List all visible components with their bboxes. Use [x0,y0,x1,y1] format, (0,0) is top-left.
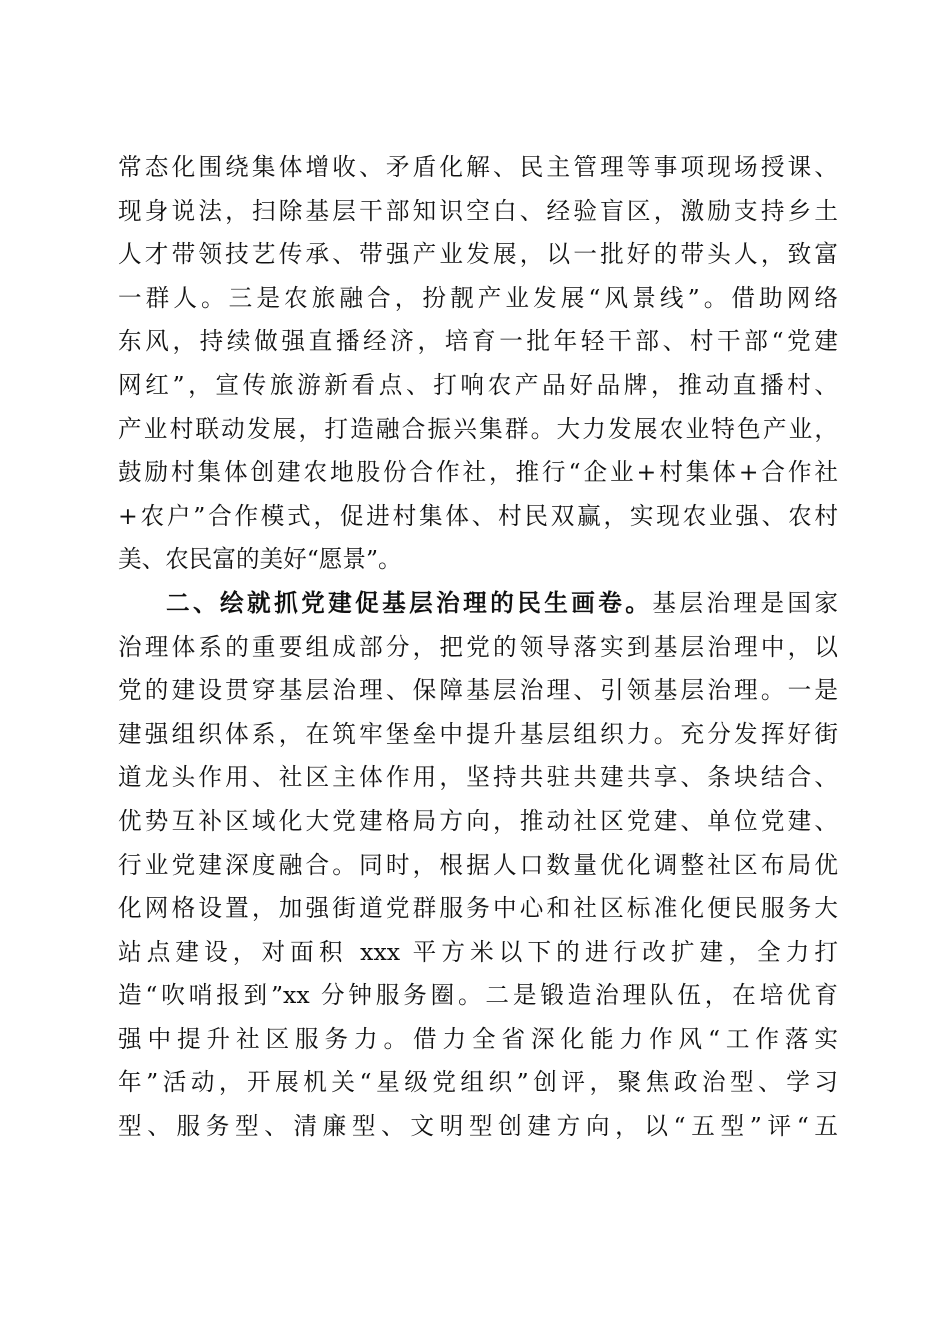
paragraph-line: 一群人。三是农旅融合，扮靓产业发展“风景线”。借助网络 [118,283,838,312]
paragraph-line: 常态化围绕集体增收、矛盾化解、民主管理等事项现场授课、 [118,153,838,181]
paragraph-line: 化网格设置，加强街道党群服务中心和社区标准化便民服务大 [118,894,838,923]
paragraph-line: 建强组织体系，在筑牢堡垒中提升基层组织力。充分发挥好街 [118,719,838,748]
section-heading: 二、绘就抓党建促基层治理的民生画卷。 [166,588,653,617]
paragraph-line: 美、农民富的美好“愿景”。 [118,545,402,574]
paragraph-line: 东风，持续做强直播经济，培育一批年轻干部、村干部“党建 [118,327,838,356]
paragraph-line: 产业村联动发展，打造融合振兴集群。大力发展农业特色产业， [118,414,838,443]
paragraph-line: 道龙头作用、社区主体作用，坚持共驻共建共享、条块结合、 [118,763,838,792]
paragraph-line: 网红”，宣传旅游新看点、打响农产品好品牌，推动直播村、 [118,370,838,399]
section-heading-rest: 基层治理是国家 [652,588,838,617]
paragraph-line: +农户”合作模式，促进村集体、村民双赢，实现农业强、农村 [118,501,838,530]
paragraph-line: 造“吹哨报到”xx 分钟服务圈。二是锻造治理队伍，在培优育 [118,981,838,1010]
paragraph-line: 优势互补区域化大党建格局方向，推动社区党建、单位党建、 [118,806,838,835]
paragraph-line: 鼓励村集体创建农地股份合作社，推行“企业+村集体+合作社 [118,458,838,487]
paragraph-line: 行业党建深度融合。同时，根据人口数量优化调整社区布局优 [118,850,838,879]
paragraph-line: 型、服务型、清廉型、文明型创建方向，以“五型”评“五 [118,1112,838,1141]
paragraph-line: 党的建设贯穿基层治理、保障基层治理、引领基层治理。一是 [118,676,838,705]
paragraph-line: 人才带领技艺传承、带强产业发展，以一批好的带头人，致富 [118,240,838,269]
paragraph-line: 年”活动，开展机关“星级党组织”创评，聚焦政治型、学习 [118,1068,838,1097]
paragraph-line: 现身说法，扫除基层干部知识空白、经验盲区，激励支持乡土 [118,196,838,225]
paragraph-line: 强中提升社区服务力。借力全省深化能力作风“工作落实 [118,1024,838,1053]
section-heading-line [118,582,838,626]
paragraph-line: 治理体系的重要组成部分，把党的领导落实到基层治理中，以 [118,632,838,661]
paragraph-line: 站点建设，对面积 xxx 平方米以下的进行改扩建，全力打 [118,937,838,966]
body-text [118,146,838,1149]
